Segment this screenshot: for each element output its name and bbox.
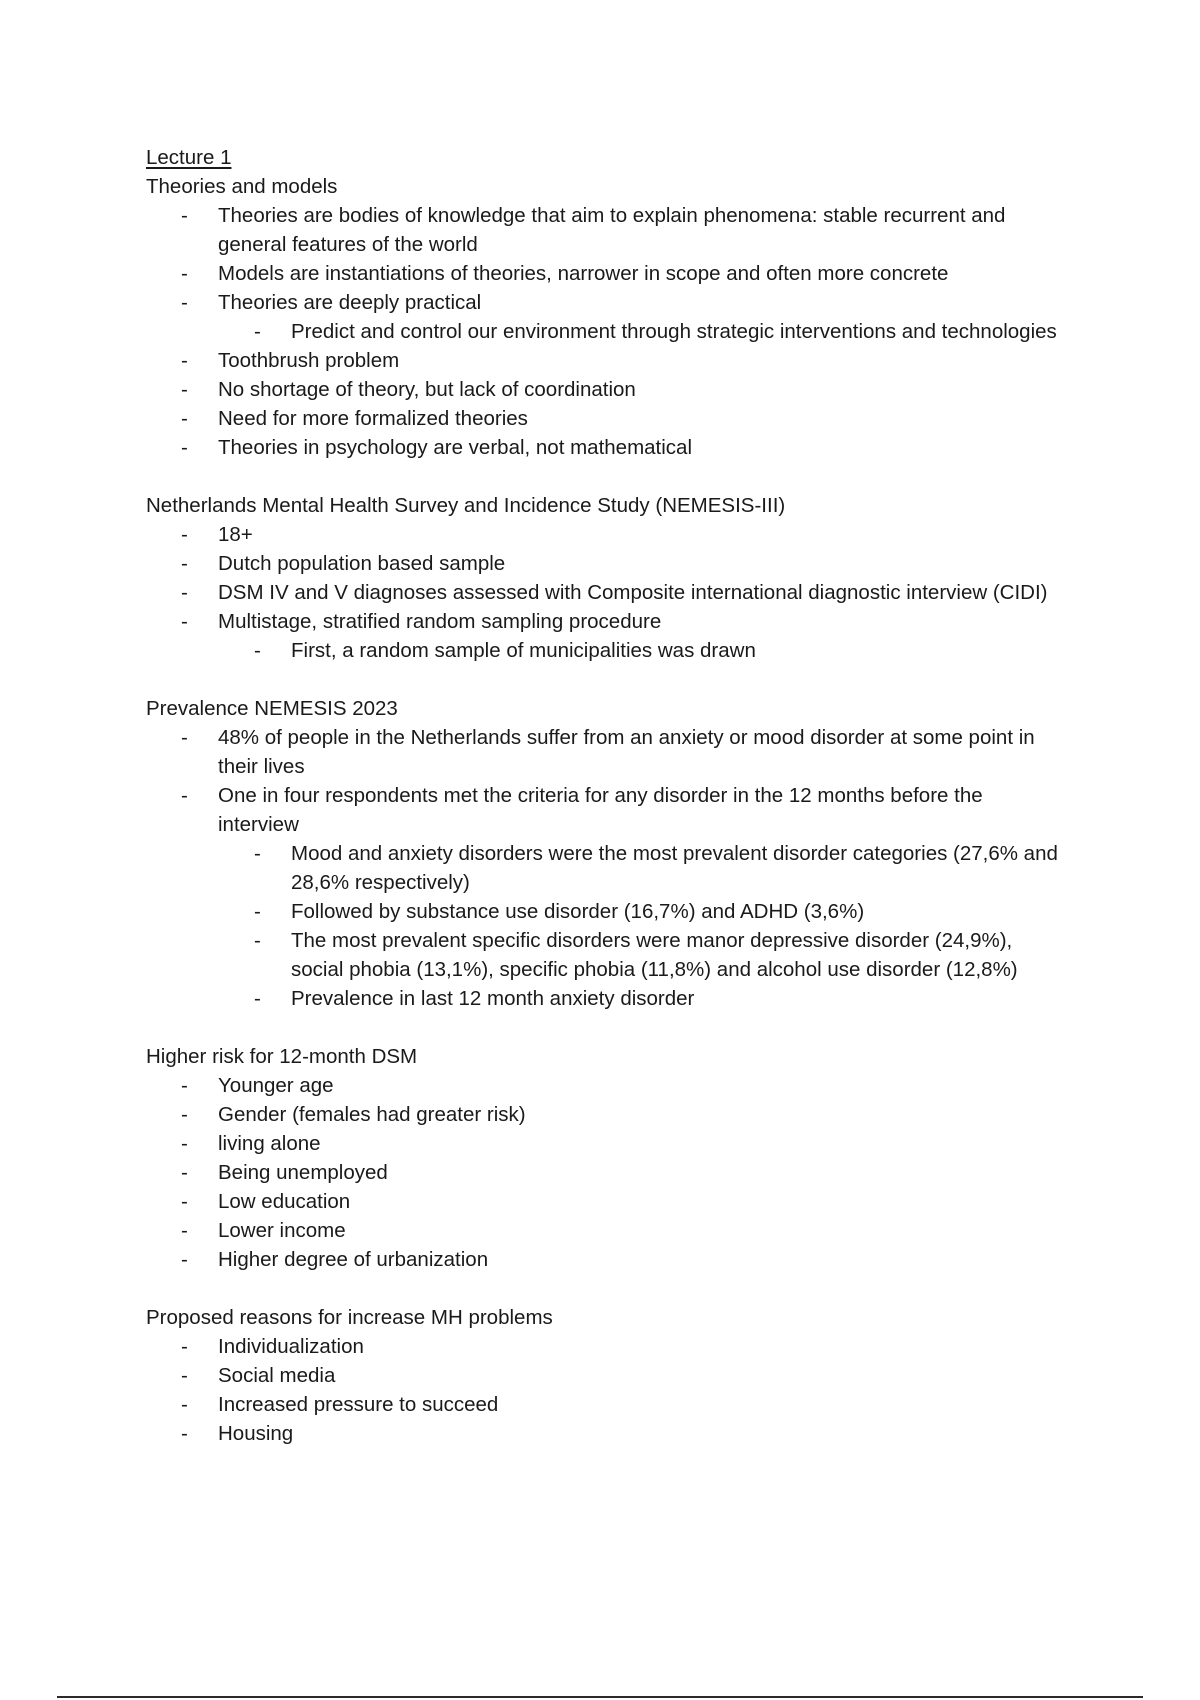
list-item [181,1158,1066,1187]
list-item [181,346,1066,375]
bullet-dash: - [181,610,188,633]
list-item [181,723,1066,781]
nested-bullet-list [218,636,1066,665]
bullet-dash: - [181,1161,188,1184]
section-heading: Netherlands Mental Health Survey and Incidence Study (NEMESIS-III) [146,494,786,517]
list-item [254,984,1066,1013]
bullet-list [146,1332,1066,1448]
list-item [254,897,1066,926]
list-item-text: One in four respondents met the criteria for any disorder in the 12 months before the interview [218,784,983,836]
bullet-dash: - [181,407,188,430]
bullet-dash: - [181,1335,188,1358]
bullet-list [146,1071,1066,1274]
list-item [181,1216,1066,1245]
list-item [181,781,1066,1013]
bullet-dash: - [254,987,261,1010]
list-item-text: Predict and control our environment through strategic interventions and technologies [291,320,1057,343]
bullet-dash: - [181,1132,188,1155]
section-heading: Theories and models [146,175,338,198]
bullet-dash: - [181,581,188,604]
list-item-text: 48% of people in the Netherlands suffer from an anxiety or mood disorder at some point in their lives [218,726,1035,778]
list-item-text: Housing [218,1422,294,1445]
bullet-dash: - [181,1364,188,1387]
nested-bullet-list [218,839,1066,1013]
section-heading: Proposed reasons for increase MH problems [146,1306,553,1329]
list-item-text: Younger age [218,1074,334,1097]
list-item-text: Followed by substance use disorder (16,7%) and ADHD (3,6%) [291,900,865,923]
bullet-dash: - [181,1422,188,1445]
list-item-text: Multistage, stratified random sampling procedure [218,610,662,633]
list-item-text: Toothbrush problem [218,349,400,372]
bullet-dash: - [181,1248,188,1271]
list-item [181,288,1066,346]
section-proposed-reasons [146,1303,1066,1448]
list-item [181,1245,1066,1274]
section-heading: Prevalence NEMESIS 2023 [146,697,398,720]
list-item-text: Mood and anxiety disorders were the most prevalent disorder categories (27,6% and 28,6% respectively) [291,842,1058,894]
list-item [181,259,1066,288]
list-item-text: No shortage of theory, but lack of coordination [218,378,636,401]
list-item-text: Higher degree of urbanization [218,1248,489,1271]
nested-bullet-list [218,317,1066,346]
list-item [181,375,1066,404]
bullet-dash: - [181,291,188,314]
list-item-text: DSM IV and V diagnoses assessed with Composite international diagnostic interview (CIDI) [218,581,1048,604]
list-item [181,1100,1066,1129]
list-item [181,433,1066,462]
list-item [254,317,1066,346]
list-item [181,520,1066,549]
list-item-text: Theories in psychology are verbal, not mathematical [218,436,693,459]
bullet-dash: - [254,639,261,662]
list-item [181,1361,1066,1390]
list-item-text: Prevalence in last 12 month anxiety disorder [291,987,695,1010]
list-item-text: living alone [218,1132,321,1155]
bullet-dash: - [181,1219,188,1242]
list-item-text: Gender (females had greater risk) [218,1103,526,1126]
list-item [181,201,1066,259]
section-prevalence-nemesis-2023 [146,694,1066,1013]
list-item-text: Need for more formalized theories [218,407,528,430]
list-item-text: Theories are deeply practical [218,291,482,314]
section-heading: Higher risk for 12-month DSM [146,1045,418,1068]
bullet-dash: - [181,726,188,749]
page-bottom-rule [57,1696,1143,1698]
list-item-text: Increased pressure to succeed [218,1393,499,1416]
list-item [181,578,1066,607]
list-item-text: Individualization [218,1335,364,1358]
list-item [181,1332,1066,1361]
bullet-dash: - [254,320,261,343]
bullet-list [146,201,1066,462]
section-nemesis-iii [146,491,1066,665]
list-item [181,404,1066,433]
bullet-list [146,723,1066,1013]
list-item [254,926,1066,984]
document-title: Lecture 1 [146,146,232,169]
list-item-text: Theories are bodies of knowledge that aim to explain phenomena: stable recurrent and general features of the world [218,204,1006,256]
bullet-dash: - [181,1103,188,1126]
bullet-dash: - [181,784,188,807]
bullet-dash: - [254,900,261,923]
list-item-text: Low education [218,1190,351,1213]
bullet-dash: - [181,1074,188,1097]
bullet-dash: - [181,1393,188,1416]
list-item-text: The most prevalent specific disorders were manor depressive disorder (24,9%), social phobia (13,1%), specific phobia (11,8%) and alcohol use disorder (12,8%) [291,929,1018,981]
list-item-text: Models are instantiations of theories, narrower in scope and often more concrete [218,262,949,285]
bullet-dash: - [181,204,188,227]
list-item [181,1187,1066,1216]
section-theories-and-models [146,172,1066,462]
list-item-text: Social media [218,1364,336,1387]
list-item [181,1129,1066,1158]
section-higher-risk [146,1042,1066,1274]
bullet-dash: - [181,349,188,372]
list-item [181,549,1066,578]
list-item-text: First, a random sample of municipalities was drawn [291,639,756,662]
bullet-list [146,520,1066,665]
list-item [254,839,1066,897]
list-item [181,1419,1066,1448]
bullet-dash: - [254,929,261,952]
bullet-dash: - [181,1190,188,1213]
list-item [254,636,1066,665]
bullet-dash: - [181,436,188,459]
list-item-text: 18+ [218,523,253,546]
list-item [181,1071,1066,1100]
bullet-dash: - [181,378,188,401]
list-item-text: Dutch population based sample [218,552,506,575]
bullet-dash: - [254,842,261,865]
document-page [146,143,1066,1448]
list-item-text: Being unemployed [218,1161,388,1184]
list-item [181,607,1066,665]
bullet-dash: - [181,552,188,575]
bullet-dash: - [181,523,188,546]
list-item [181,1390,1066,1419]
bullet-dash: - [181,262,188,285]
list-item-text: Lower income [218,1219,346,1242]
